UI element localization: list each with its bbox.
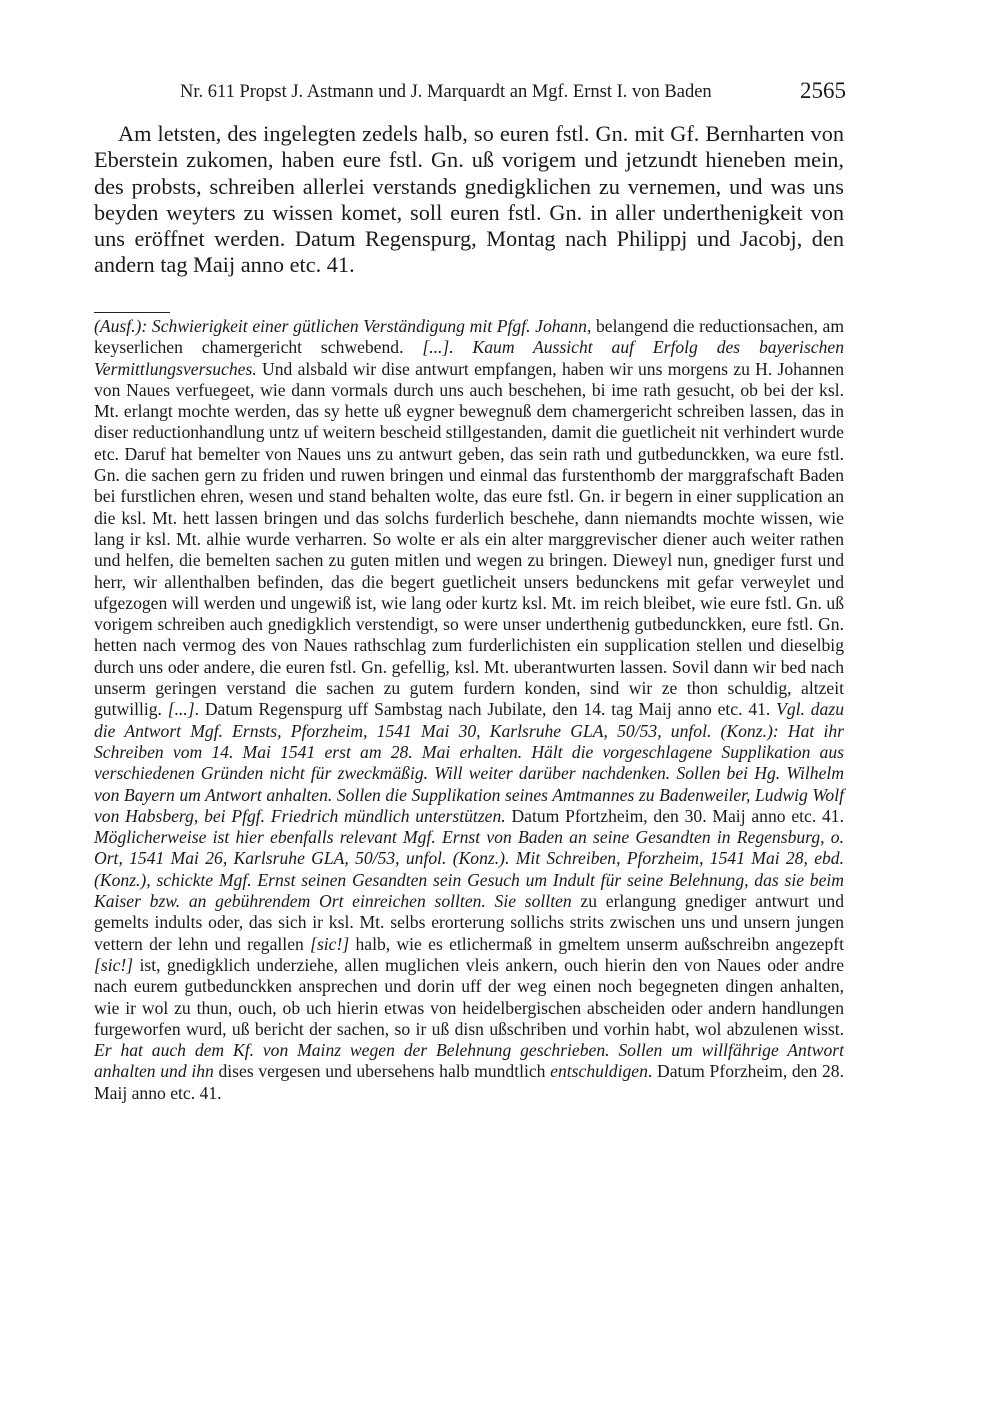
footnote-roman-segment: ist, gnedigklich underziehe, allen muglichen vleis ankern, ouch hierin den von Naues oder andre nach eurem gutbedunckken ansprechen und dorin uff der weg einen noch begegneten dingen anhalten, wie ir wol zu thun, ouch, ob uch hierin etwas von heidelbergischen abscheiden oder andern handlungen furgeworfen wurd, uß bericht der sachen, so ir uß disn ußschriben und vorhin habt, wol abzulenen wisst. [94,954,844,1039]
footnote-roman-segment: Datum Pfortzheim, den 30. Maij anno etc. 41. [505,805,844,826]
footnote-italic-segment: entschuldigen [550,1061,648,1082]
page-number: 2565 [800,78,846,103]
main-paragraph: Am letsten, des ingelegten zedels halb, so euren fstl. Gn. mit Gf. Bernharten von Eberstein zukomen, haben eure fstl. Gn. uß vorigem und jetzundt hieneben mein, des probsts, schreiben allerlei verstands gnedigklichen zu vernemen, und was uns beyden weyters zu wissen komet, soll euren fstl. Gn. in aller underthenigkeit von uns eröffnet werden. Datum Regenspurg, Montag nach Philippj und Jacobj, den andern tag Maij anno etc. 41. [94,121,844,278]
footnote-italic-segment: Möglicherweise ist hier ebenfalls relevant Mgf. Ernst von Baden an seine Gesandten in Regensburg, o. Ort, 1541 Mai 26, Karlsruhe GLA, 50/53, unfol. (Konz.). Mit Schreiben, Pforzheim, 1541 Mai 28, ebd. (Konz.), schickte Mgf. Ernst seinen Gesandten sein Gesuch um Indult für seine Belehnung, das sie beim Kaiser bzw. an gebührendem Ort einreichen sollten. Sie sollten [94,827,844,912]
footnote-paragraph [94,316,844,1104]
main-text-block [94,121,844,279]
footnote-separator-rule [94,312,170,313]
footnote-italic-segment: [...] [167,699,195,720]
page-header [94,78,846,108]
footnote-roman-segment: . Datum Regenspurg uff Sambstag nach Jubilate, den 14. tag Maij anno etc. 41. [194,699,777,720]
footnote-roman-segment: halb, wie es etlichermaß in gmeltem unserm außschreibn angezepft [349,933,844,954]
footnote-sic-mark: [sic!] [310,933,350,954]
footnote-italic-segment: Er hat auch dem Kf. von Mainz wegen der Belehnung geschrieben. Sollen um willfährige Antwort anhalten und ihn [94,1040,844,1082]
footnote-roman-segment: dises vergesen und ubersehens halb mundtlich [213,1061,551,1082]
footnote-roman-segment: . Datum Pforzheim, den 28. Maij anno etc. 41. [94,1061,844,1103]
footnote-italic-segment: [...]. Kaum Aussicht auf Erfolg des bayerischen Vermittlungsversuches. [94,337,845,379]
footnote-sic-mark: [sic!] [94,954,134,975]
footnote-roman-segment: belangend die reductionsachen, am keyserlichen chamergericht schwebend. [94,316,844,358]
footnote-roman-segment: zu erlangung gnediger antwurt und gemelts indults oder, das sich ir ksl. Mt. selbs erorterung sollichs strits zwischen uns und unsern jungen vettern der lehn und regallen [94,891,844,954]
footnote-roman-segment: Und alsbald wir dise antwurt empfangen, haben wir uns morgens zu H. Johannen von Naues verfuegeet, wie dann vormals durch uns auch beschehen, bi ime rath gesucht, ob bei der ksl. Mt. erlangt mochte werden, das sy hette uß eygner bewegnuß dem chamergericht schreiben lassen, das in diser reductionhandlung untz uf weitern bescheid stillgestanden, damit die guetlicheit nit verhindert wurde etc. Daruf hat bemelter von Naues uns zu antwurt geben, das sein rath und gutbedunckken, wa eure fstl. Gn. die sachen gern zu friden und ruwen bringen und einmal das furstenthomb der marggrafschaft Baden bei furstlichen ehren, wesen und stand behalten wolte, das eure fstl. Gn. ir begern in einer supplication an die ksl. Mt. hett lassen bringen und das solchs furderlich beschehe, dann niemandts mochte wissen, wie lang ir ksl. Mt. alhie wurde verharren. So wolte er als ein alter marggrevischer diener auch weiter rathen und helfen, die bemelten sachen zu guten mitlen und wegen zu bringen. Dieweyl nun, gnediger furst und herr, wir allenthalben befinden, das die begert guetlicheit unsers bedunckens mit gefar verweylet und ufgezogen will werden und ungewiß ist, wie lang oder kurtz ksl. Mt. im reich bleibet, wie eure fstl. Gn. uß vorigem schreiben auch gnedigklich verstendigt, so were unser underthenig gutbedunckken, eure fstl. Gn. hetten nach vermog des von Naues rathschlag zum furderlichisten ein supplication stellen und dieselbig durch uns oder andere, die euren fstl. Gn. gefellig, ksl. Mt. uberantwurten lassen. Sovil dann wir bed nach unserm geringen verstand die sachen zu gutem furdern konden, sind wir ze thon schuldig, altzeit gutwillig. [94,358,844,720]
footnote-italic-segment: (Ausf.): Schwierigkeit einer gütlichen Verständigung mit Pfgf. Johann, [94,316,592,336]
footnote-block [94,316,844,1104]
footnote-italic-segment: Vgl. dazu die Antwort Mgf. Ernsts, Pforzheim, 1541 Mai 30, Karlsruhe GLA, 50/53, unfol. (Konz.): Hat ihr Schreiben vom 14. Mai 1541 erst am 28. Mai erhalten. Hält die vorgeschlagene Supplikation aus verschiedenen Gründen nicht für zweckmäßig. Will weiter darüber nachdenken. Sollen bei Hg. Wilhelm von Bayern um Antwort anhalten. Sollen die Supplikation seines Amtmannes zu Badenweiler, Ludwig Wolf von Habsberg, bei Pfgf. Friedrich mündlich unterstützen. [94,699,845,826]
running-title: Nr. 611 Propst J. Astmann und J. Marquardt an Mgf. Ernst I. von Baden [180,82,712,102]
